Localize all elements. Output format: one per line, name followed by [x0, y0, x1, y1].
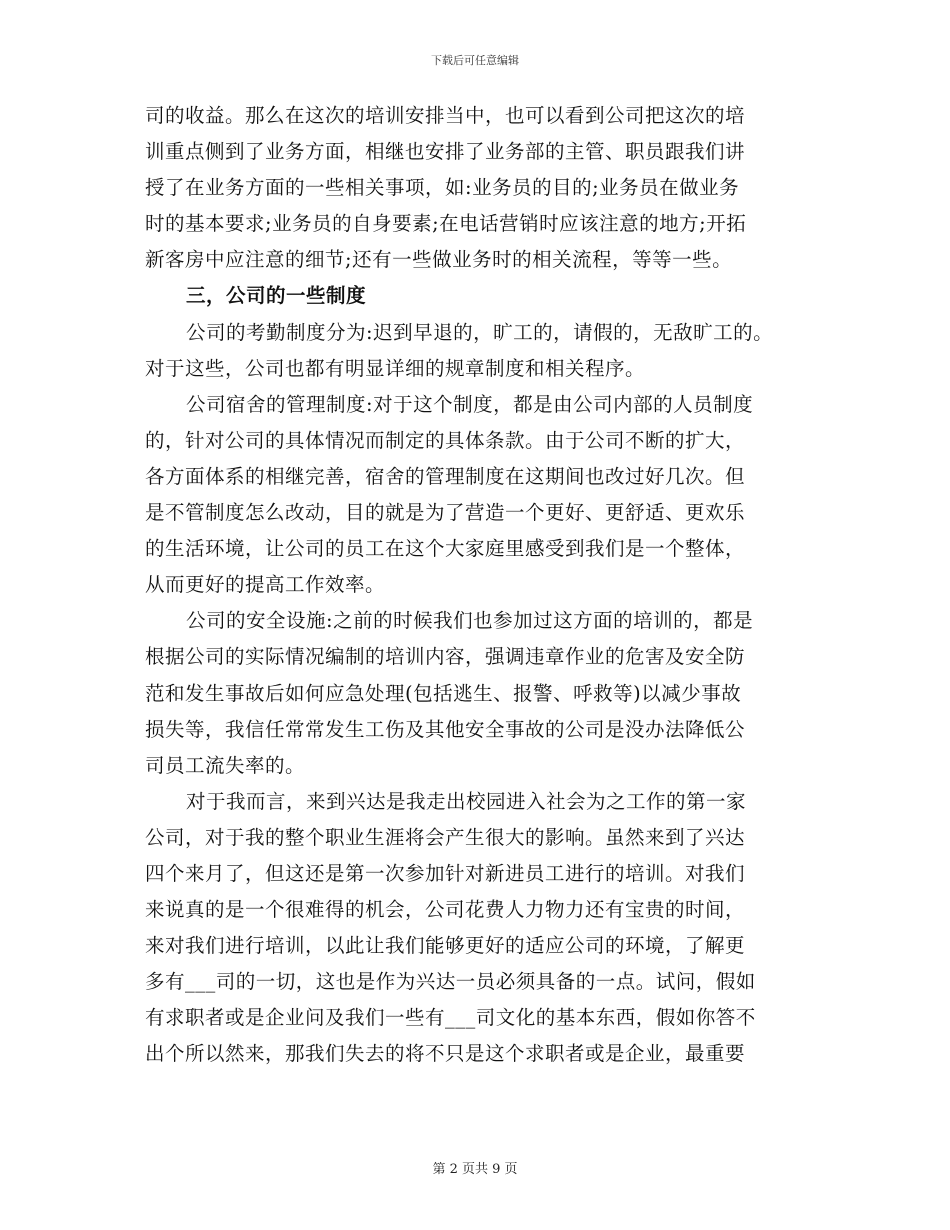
body-line: 是不管制度怎么改动，目的就是为了营造一个更好、更舒适、更欢乐 — [145, 501, 746, 525]
body-line: 从而更好的提高工作效率。 — [145, 573, 386, 597]
body-line: 授了在业务方面的一些相关事项，如:业务员的目的;业务员在做业务 — [145, 176, 740, 200]
body-line: 有求职者或是企业问及我们一些有___司文化的基本东西，假如你答不 — [145, 1006, 756, 1030]
body-line: 各方面体系的相继完善，宿舍的管理制度在这期间也改过好几次。但 — [145, 464, 746, 488]
body-line: 时的基本要求;业务员的自身要素;在电话营销时应该注意的地方;开拓 — [145, 212, 747, 236]
body-line: 司的收益。那么在这次的培训安排当中，也可以看到公司把这次的培 — [145, 104, 746, 127]
body-line: 司员工流失率的。 — [145, 753, 306, 777]
body-line: 损失等，我信任常常发生工伤及其他安全事故的公司是没办法降低公 — [145, 717, 746, 741]
body-line: 四个来月了，但这还是第一次参加针对新进员工进行的培训。对我们 — [145, 861, 746, 885]
body-line: 多有___司的一切，这也是作为兴达一员必须具备的一点。试问，假如 — [145, 970, 756, 994]
body-line: 的生活环境，让公司的员工在这个大家庭里感受到我们是一个整体， — [145, 537, 746, 561]
body-line: 的，针对公司的具体情况而制定的具体条款。由于公司不断的扩大， — [145, 428, 746, 452]
body-line: 新客房中应注意的细节;还有一些做业务时的相关流程，等等一些。 — [145, 248, 733, 272]
section-heading: 三，公司的一些制度 — [186, 284, 367, 308]
body-line: 范和发生事故后如何应急处理(包括逃生、报警、呼救等)以减少事故 — [145, 681, 742, 705]
body-line: 对于这些，公司也都有明显详细的规章制度和相关程序。 — [145, 356, 646, 380]
body-line: 公司宿舍的管理制度:对于这个制度，都是由公司内部的人员制度 — [186, 392, 754, 416]
body-line: 对于我而言，来到兴达是我走出校园进入社会为之工作的第一家 — [186, 789, 747, 813]
page-header: 下载后可任意编辑 — [431, 54, 519, 67]
page-footer: 第 2 页共 9 页 — [432, 1162, 518, 1177]
body-line: 公司，对于我的整个职业生涯将会产生很大的影响。虽然来到了兴达 — [145, 825, 746, 849]
document-body — [145, 98, 815, 1073]
body-line: 来对我们进行培训，以此让我们能够更好的适应公司的环境，了解更 — [145, 934, 746, 958]
body-line: 公司的考勤制度分为:迟到早退的，旷工的，请假的，无敌旷工的。 — [186, 320, 774, 344]
body-line: 来说真的是一个很难得的机会，公司花费人力物力还有宝贵的时间， — [145, 898, 746, 922]
body-line: 根据公司的实际情况编制的培训内容，强调违章作业的危害及安全防 — [145, 645, 746, 669]
body-line: 出个所以然来，那我们失去的将不只是这个求职者或是企业，最重要 — [145, 1042, 746, 1066]
body-line: 训重点侧到了业务方面，相继也安排了业务部的主管、职员跟我们讲 — [145, 140, 746, 164]
body-line: 公司的安全设施:之前的时候我们也参加过这方面的培训的，都是 — [186, 609, 754, 633]
